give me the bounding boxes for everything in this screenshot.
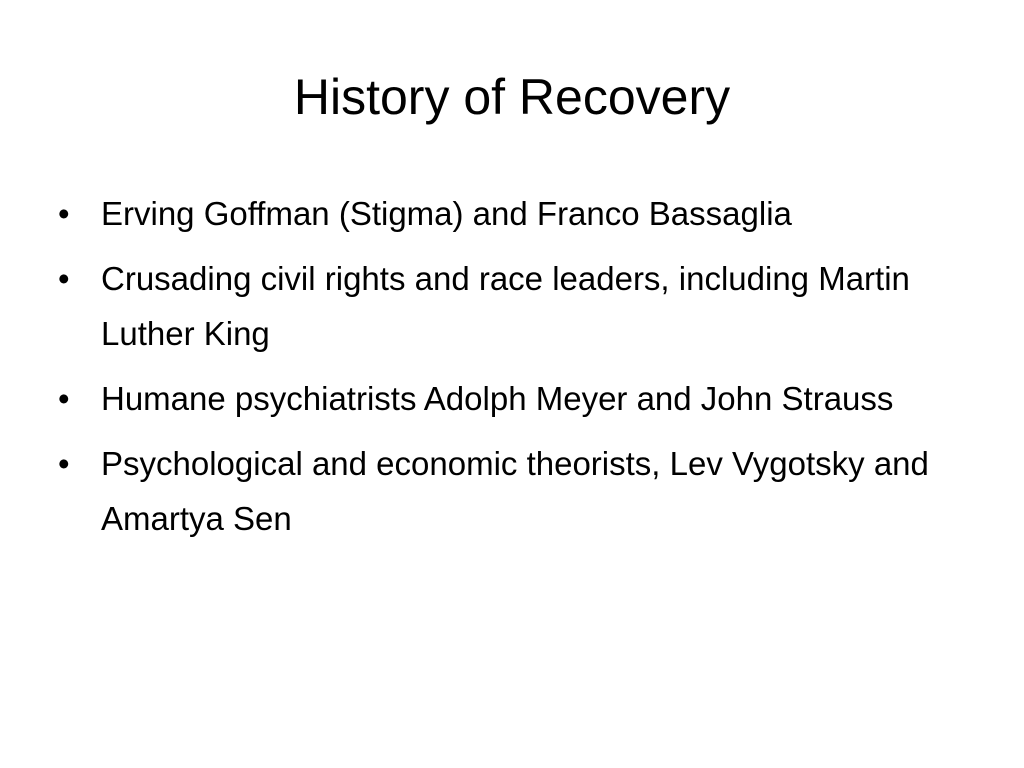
bullet-text: Erving Goffman (Stigma) and Franco Bassaglia <box>101 195 792 232</box>
bullet-icon: • <box>58 260 70 297</box>
bullet-icon: • <box>58 380 70 417</box>
bullet-item <box>58 251 958 361</box>
bullet-item <box>58 186 958 241</box>
bullet-item <box>58 371 958 426</box>
bullet-text: Psychological and economic theorists, Lev Vygotsky and Amartya Sen <box>101 445 929 537</box>
bullet-list <box>58 186 958 556</box>
bullet-item <box>58 436 958 546</box>
bullet-icon: • <box>58 195 70 232</box>
slide-title: History of Recovery <box>293 69 731 125</box>
bullet-text: Humane psychiatrists Adolph Meyer and John Strauss <box>101 380 894 417</box>
bullet-text: Crusading civil rights and race leaders, including Martin Luther King <box>101 260 910 352</box>
bullet-icon: • <box>58 445 70 482</box>
